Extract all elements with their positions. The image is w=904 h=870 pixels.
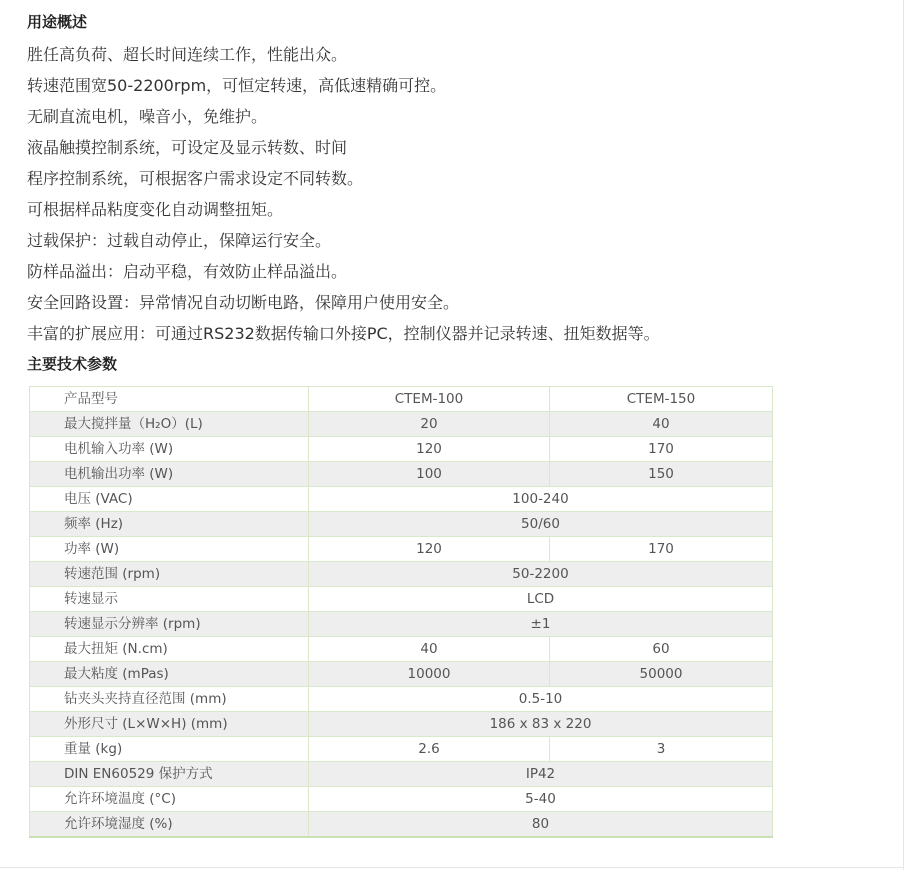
spec-label: 频率 (Hz) bbox=[30, 512, 309, 537]
spec-value: IP42 bbox=[309, 762, 773, 787]
spec-value: 120 bbox=[309, 437, 550, 462]
spec-value: 170 bbox=[550, 537, 773, 562]
spec-value: 50000 bbox=[550, 662, 773, 687]
spec-value: 80 bbox=[309, 812, 773, 838]
spec-row bbox=[30, 787, 773, 812]
overview-line: 过载保护：过载自动停止，保障运行安全。 bbox=[27, 231, 332, 250]
spec-row bbox=[30, 812, 773, 838]
spec-label: 最大搅拌量（H₂O）(L) bbox=[30, 412, 309, 437]
spec-row bbox=[30, 462, 773, 487]
spec-value: 3 bbox=[550, 737, 773, 762]
spec-label: 钻夹头夹持直径范围 (mm) bbox=[30, 687, 309, 712]
spec-value: 50/60 bbox=[309, 512, 773, 537]
spec-label: 电机输出功率 (W) bbox=[30, 462, 309, 487]
spec-label: 转速显示 bbox=[30, 587, 309, 612]
spec-row bbox=[30, 662, 773, 687]
spec-value: 60 bbox=[550, 637, 773, 662]
spec-label: 外形尺寸 (L×W×H) (mm) bbox=[30, 712, 309, 737]
spec-row bbox=[30, 537, 773, 562]
spec-label: 最大扭矩 (N.cm) bbox=[30, 637, 309, 662]
overview-line: 无刷直流电机，噪音小，免维护。 bbox=[27, 107, 268, 126]
overview-line: 安全回路设置：异常情况自动切断电路，保障用户使用安全。 bbox=[27, 293, 460, 312]
spec-value: 186 x 83 x 220 bbox=[309, 712, 773, 737]
spec-value: CTEM-100 bbox=[309, 387, 550, 412]
spec-value: 40 bbox=[309, 637, 550, 662]
spec-label: 最大粘度 (mPas) bbox=[30, 662, 309, 687]
overview-line: 程序控制系统，可根据客户需求设定不同转数。 bbox=[27, 169, 364, 188]
spec-value: LCD bbox=[309, 587, 773, 612]
spec-row bbox=[30, 412, 773, 437]
overview-heading: 用途概述 bbox=[27, 13, 88, 31]
spec-label: 允许环境湿度 (%) bbox=[30, 812, 309, 838]
spec-label: 功率 (W) bbox=[30, 537, 309, 562]
spec-value: 2.6 bbox=[309, 737, 550, 762]
spec-value: ±1 bbox=[309, 612, 773, 637]
spec-label: 产品型号 bbox=[30, 387, 309, 412]
specs-heading: 主要技术参数 bbox=[27, 355, 118, 373]
spec-row bbox=[30, 387, 773, 412]
spec-label: 电机输入功率 (W) bbox=[30, 437, 309, 462]
spec-label: 转速显示分辨率 (rpm) bbox=[30, 612, 309, 637]
spec-value: 100-240 bbox=[309, 487, 773, 512]
overview-line: 液晶触摸控制系统，可设定及显示转数、时间 bbox=[27, 138, 348, 157]
spec-label: 重量 (kg) bbox=[30, 737, 309, 762]
spec-value: CTEM-150 bbox=[550, 387, 773, 412]
spec-value: 20 bbox=[309, 412, 550, 437]
spec-value: 120 bbox=[309, 537, 550, 562]
bottom-border bbox=[0, 867, 904, 868]
overview-line: 转速范围宽50-2200rpm，可恒定转速，高低速精确可控。 bbox=[27, 76, 447, 95]
overview-line: 胜任高负荷、超长时间连续工作，性能出众。 bbox=[27, 45, 348, 64]
spec-row bbox=[30, 512, 773, 537]
spec-label: 允许环境温度 (°C) bbox=[30, 787, 309, 812]
spec-value: 100 bbox=[309, 462, 550, 487]
spec-row bbox=[30, 762, 773, 787]
spec-row bbox=[30, 637, 773, 662]
spec-row bbox=[30, 687, 773, 712]
spec-value: 0.5-10 bbox=[309, 687, 773, 712]
spec-row bbox=[30, 712, 773, 737]
spec-value: 5-40 bbox=[309, 787, 773, 812]
overview-line: 可根据样品粘度变化自动调整扭矩。 bbox=[27, 200, 284, 219]
spec-label: DIN EN60529 保护方式 bbox=[30, 762, 309, 787]
spec-label: 转速范围 (rpm) bbox=[30, 562, 309, 587]
spec-table-body bbox=[30, 387, 773, 838]
spec-row bbox=[30, 587, 773, 612]
overview-line: 丰富的扩展应用：可通过RS232数据传输口外接PC，控制仪器并记录转速、扭矩数据等。 bbox=[27, 324, 660, 343]
overview-list bbox=[27, 39, 887, 349]
spec-table bbox=[29, 386, 773, 838]
spec-row bbox=[30, 562, 773, 587]
spec-row bbox=[30, 437, 773, 462]
spec-value: 10000 bbox=[309, 662, 550, 687]
spec-value: 170 bbox=[550, 437, 773, 462]
overview-line: 防样品溢出：启动平稳，有效防止样品溢出。 bbox=[27, 262, 348, 281]
spec-label: 电压 (VAC) bbox=[30, 487, 309, 512]
spec-value: 40 bbox=[550, 412, 773, 437]
spec-row bbox=[30, 487, 773, 512]
spec-value: 150 bbox=[550, 462, 773, 487]
spec-row bbox=[30, 737, 773, 762]
spec-row bbox=[30, 612, 773, 637]
spec-value: 50-2200 bbox=[309, 562, 773, 587]
